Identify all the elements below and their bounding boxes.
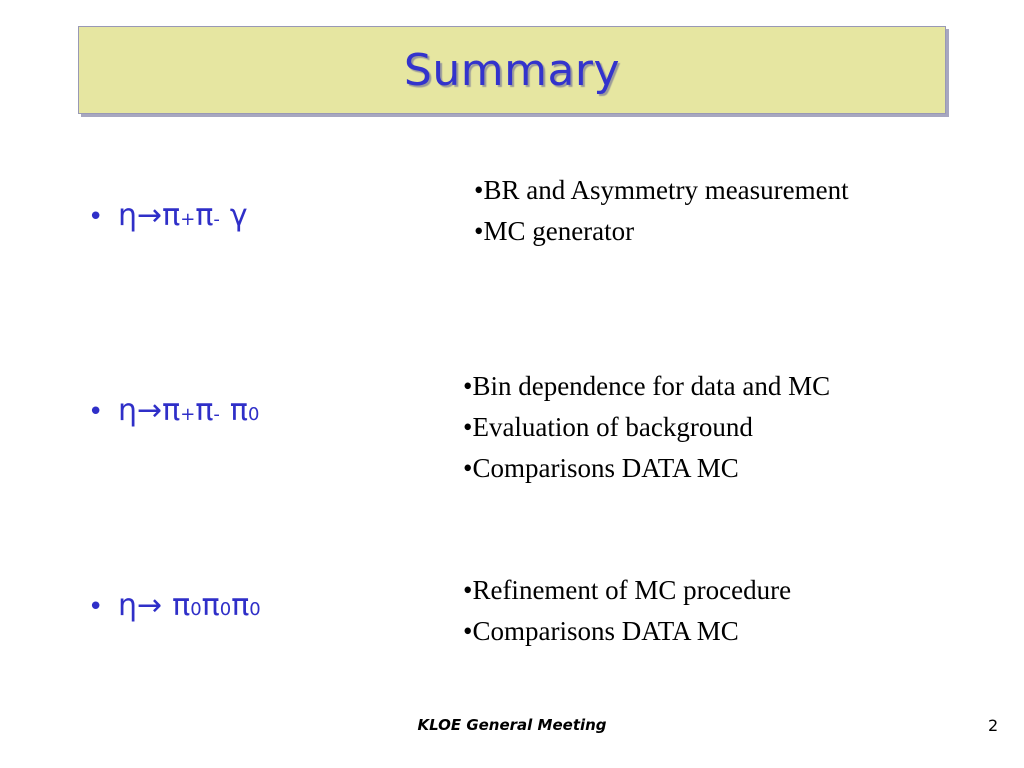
bullet: • (88, 592, 104, 622)
reaction-eta-pipi-gamma: • η → π + π - γ (88, 198, 248, 233)
note-item: •BR and Asymmetry measurement (474, 175, 849, 205)
notes-list-3 (463, 570, 791, 652)
particle-2: π (201, 588, 220, 623)
notes-list-1 (474, 170, 849, 252)
reaction-eta-3pi0: • η → π 0 π 0 π 0 (88, 588, 261, 623)
eta-symbol: η (118, 198, 138, 233)
bullet: • (88, 202, 104, 232)
eta-symbol: η (118, 393, 138, 428)
particle-1: π (162, 198, 181, 233)
particle-1: π (162, 393, 181, 428)
particle-2: π (195, 198, 214, 233)
particle-3: π (229, 393, 248, 428)
note-item: •Comparisons DATA MC (463, 453, 739, 483)
note-item: •Refinement of MC procedure (463, 575, 792, 605)
arrow-symbol: → (137, 588, 163, 623)
footer-title: KLOE General Meeting (417, 716, 607, 734)
bullet: • (88, 397, 104, 427)
reaction-eta-pipi-pi0: • η → π + π - π 0 (88, 393, 260, 428)
note-item: •Comparisons DATA MC (463, 616, 739, 646)
note-item: •MC generator (474, 216, 635, 246)
notes-list-2 (463, 366, 830, 489)
particle-1: π (172, 588, 191, 623)
note-item: •Evaluation of background (463, 412, 753, 442)
particle-3: γ (229, 198, 248, 233)
page-number: 2 (988, 716, 999, 735)
particle-3: π (231, 588, 250, 623)
title-banner (78, 26, 946, 114)
particle-2: π (195, 393, 214, 428)
note-item: •Bin dependence for data and MC (463, 371, 831, 401)
arrow-symbol: → (137, 198, 163, 233)
arrow-symbol: → (137, 393, 163, 428)
eta-symbol: η (118, 588, 138, 623)
slide-title: Summary (403, 44, 621, 96)
